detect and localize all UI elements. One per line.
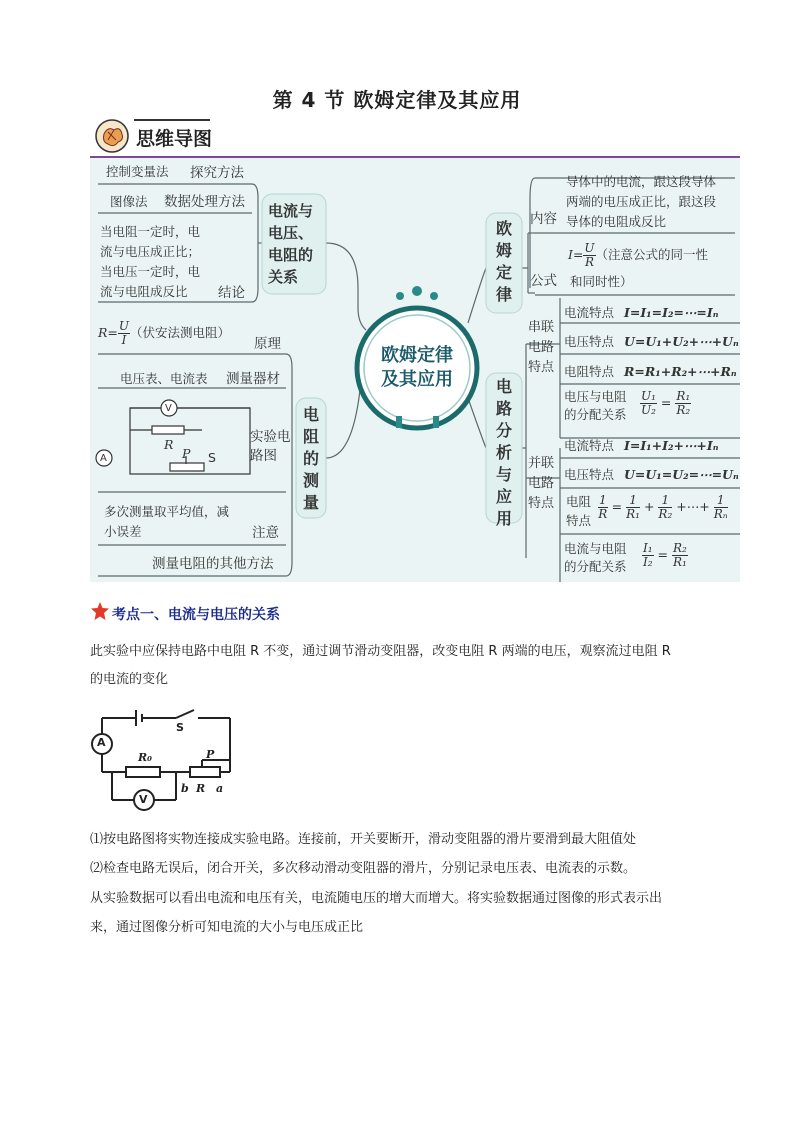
branch-lb-4: 测 [302,471,319,490]
series-divide-num-r: R₁ [676,389,691,403]
page-title: 第 4 节 欧姆定律及其应用 [272,88,522,112]
series-voltage-label: 电压特点 [564,334,615,349]
conclusion-line-4: 流与电阻成反比 [100,284,188,299]
parallel-voltage-label: 电压特点 [564,467,615,482]
parallel-divide-right [672,542,688,569]
pr-den-1: R₁ [626,507,640,521]
intro-line-2: 的电流的变化 [90,672,169,687]
series-divide-num-l: U₁ [641,389,656,403]
method-label: 探究方法 [190,165,244,181]
parallel-divide-num-r: R₂ [673,541,687,555]
pr-plus-1: + [643,499,655,514]
series-divide-label-2: 的分配关系 [564,407,627,422]
branch-rt-2: 姆 [495,241,512,260]
series-divide-eq: = [660,395,672,410]
branch-rb-1: 电 [495,377,512,396]
step-2: ⑵检查电路无误后，闭合开关，多次移动滑动变阻器的滑片，分别记录电压表、电流表的示数。 [90,861,637,876]
branch-rt-3: 定 [495,263,512,282]
content-label: 内容 [530,211,557,227]
series-divide-formula [640,390,691,417]
branch-current-voltage-resistance [268,200,313,288]
parallel-voltage: U=U₁=U₂=⋯=Uₙ [624,467,739,482]
result-line-2: 来，通过图像分析可知电流的大小与电压成正比 [90,920,364,935]
parallel-resistance-label [566,492,591,530]
resistor-symbol: R [164,437,174,452]
principle-den: I [121,333,127,347]
series-label-2: 电路 [528,340,555,355]
series-resistance-label: 电阻特点 [564,364,615,379]
parallel-current-label: 电流特点 [564,438,615,453]
parallel-resistance-label-1: 电阻 [566,494,592,509]
circuit-label-2: 路图 [250,448,277,464]
principle-label: 原理 [254,336,281,352]
pr-term-r [598,494,608,521]
circuit-p-label: P [206,748,215,761]
method-control-variable: 控制变量法 [106,164,169,179]
conclusion-line-2: 流与电压成正比； [100,244,201,259]
ohm-den: R [584,255,594,269]
branch-rb-3: 分 [495,421,512,440]
pr-num-2: 1 [658,494,672,508]
principle-formula [98,320,230,347]
parallel-divide-label-1: 电流与电阻 [564,541,627,556]
other-methods: 测量电阻的其他方法 [152,556,274,572]
parallel-label [528,454,554,514]
conclusion-line-3: 当电压一定时，电 [100,264,201,279]
series-divide-label-1: 电压与电阻 [564,389,627,404]
series-label-1: 串联 [528,320,555,335]
branch-rt-1: 欧 [495,219,512,238]
parallel-divide-label-2: 的分配关系 [564,559,627,574]
parallel-divide-formula [642,542,688,569]
parallel-label-2: 电路 [528,476,555,491]
formula-note-1: （注意公式的同一性 [595,247,709,262]
circuit-switch-label: S [176,721,184,734]
series-resistance: R=R₁+R₂+⋯+Rₙ [624,364,737,379]
pr-term-r1 [626,494,640,521]
series-divide-den-r: R₂ [676,403,691,417]
pr-eq: = [611,499,623,514]
branch-ohms-law [494,218,514,306]
series-label-3: 特点 [528,360,555,375]
result-line-1: 从实验数据可以看出电流和电压有关，电流随电压的增大而增大。将实验数据通过图像的形式表示出 [90,891,663,906]
step-1: ⑴按电路图将实物连接成实验电路。连接前，开关要断开，滑动变阻器的滑片要滑到最大阻值处 [90,832,637,847]
branch-rt-4: 律 [495,285,512,304]
star-icon [90,601,110,621]
experiment-circuit [90,708,240,818]
parallel-label-3: 特点 [528,496,555,511]
branch-lt-line-4: 关系 [268,268,299,286]
conclusion-line-1: 当电阻一定时，电 [100,224,201,239]
circuit-voltmeter-label: V [139,793,148,806]
section-title: 考点一、电流与电压的关系 [112,607,280,623]
circuit-a-label: a [216,782,224,795]
conclusion-label: 结论 [218,285,245,301]
intro-line-1: 此实验中应保持电路中电阻 R 不变，通过调节滑动变阻器，改变电阻 R 两端的电压，观察流过电阻 R [90,644,671,659]
circuit-r-label: R [196,782,206,795]
branch-lb-3: 的 [302,449,319,468]
parallel-resistance-formula [598,494,728,521]
equipment-label: 测量器材 [226,371,280,387]
parallel-divide-label [564,540,627,576]
switch-symbol: S [208,450,216,465]
pr-num-1: 1 [626,494,640,508]
branch-resistance-measurement [301,404,321,514]
content-line-3: 导体的电阻成反比 [566,214,667,229]
parallel-label-1: 并联 [528,456,555,471]
circuit-label-1: 实验电 [250,429,291,445]
pr-num-n: 1 [714,494,728,508]
series-divide-label [564,388,627,424]
pr-den-n: Rₙ [713,507,728,521]
method-graph: 图像法 [110,194,148,209]
branch-lt-line-2: 电压、 [268,224,314,242]
parallel-divide-den-l: I₂ [643,555,653,569]
branch-lb-1: 电 [302,405,319,424]
branch-rb-5: 与 [495,465,512,484]
parallel-current: I=I₁+I₂+⋯+Iₙ [624,438,719,453]
ohm-fraction [583,242,595,269]
branch-rb-7: 用 [495,509,512,528]
ohm-formula [568,242,708,269]
pr-den-2: R₂ [658,507,673,521]
circuit-ammeter-label: A [97,736,106,749]
parallel-resistance-label-2: 特点 [566,513,592,528]
parallel-divide-den-r: R₁ [673,555,687,569]
formula-label: 公式 [530,273,557,289]
branch-lt-line-3: 电阻的 [268,246,314,264]
pr-term-r2 [658,494,672,521]
branch-lt-line-1: 电流与 [268,202,314,220]
content-line-1: 导体中的电流，跟这段导体 [566,174,717,189]
pr-num-0: 1 [599,493,607,507]
parallel-divide-num-l: I₁ [643,541,653,555]
branch-lb-5: 量 [302,493,319,512]
circuit-r0-label: R₀ [138,751,152,764]
ohm-formula-left: I= [568,247,584,262]
formula-note-2: 和同时性） [570,274,633,289]
branch-lb-2: 阻 [302,427,319,446]
principle-num: U [118,319,130,333]
series-current: I=I₁=I₂=⋯=Iₙ [624,305,719,320]
parallel-divide-left [642,542,654,569]
principle-note: （伏安法测电阻） [130,325,231,340]
branch-circuit-analysis [494,376,514,530]
note-label: 注意 [252,525,279,541]
principle-formula-left: R= [98,325,118,340]
pr-plus-dots: +⋯+ [676,499,710,514]
note-line-1: 多次测量取平均值，减 [104,504,230,519]
center-line-1: 欧姆定律 [381,345,453,366]
series-voltage: U=U₁+U₂+⋯+Uₙ [624,334,739,349]
center-line-2: 及其应用 [381,369,453,390]
series-divide-den-l: U₂ [641,403,656,417]
series-label [528,318,554,378]
branch-rb-6: 应 [495,487,512,506]
brain-icon [94,116,130,156]
branch-rb-4: 析 [495,443,512,462]
series-divide-left [640,390,657,417]
mindmap [90,158,740,582]
parallel-divide-eq: = [657,547,669,562]
data-processing-label: 数据处理方法 [164,194,245,210]
ammeter-symbol: A [100,453,107,464]
branch-rb-2: 路 [495,399,512,418]
pr-term-rn [714,494,728,521]
mindmap-heading: 思维导图 [136,128,213,150]
series-divide-right [675,390,691,417]
heading-top-rule [134,119,210,121]
mindmap-center [364,344,470,392]
equipment-text: 电压表、电流表 [120,371,208,386]
voltmeter-symbol: V [165,403,172,414]
circuit-b-label: b [181,782,189,795]
ohm-num: U [584,241,595,255]
pr-den-0: R [598,507,608,521]
note-line-2: 小误差 [104,524,142,539]
slider-symbol: P [182,446,191,461]
series-current-label: 电流特点 [564,305,615,320]
mindmap-heading-bar [90,116,740,158]
principle-fraction [118,320,130,347]
content-line-2: 两端的电压成正比，跟这段 [566,194,717,209]
